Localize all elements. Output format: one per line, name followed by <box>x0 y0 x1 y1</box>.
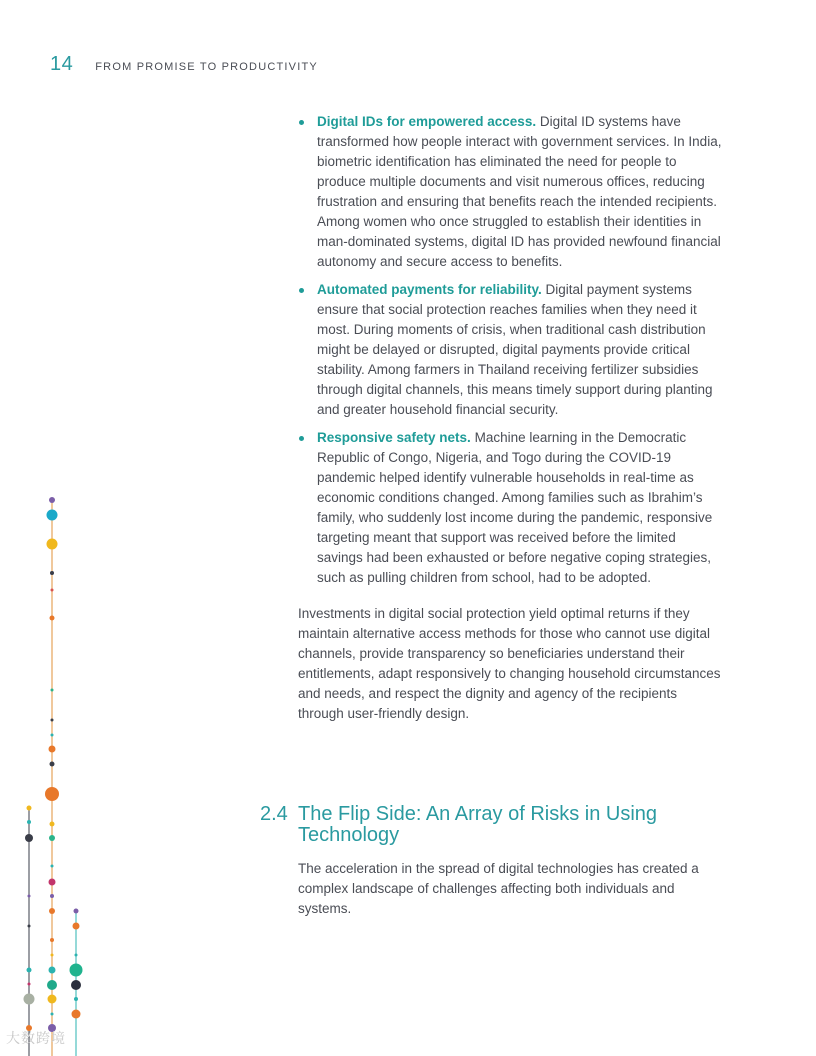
bullet-text: Machine learning in the Democratic Republic of Congo, Nigeria, and Togo during the COVID-19 pandemic helped identify vulnerable households in real-time as economic conditions changed. Among families such as Ibrahim’s family, who suddenly lost income during the pandemic, responsive targeting meant that support was received before the limited savings had been exhausted or before negative coping strategies, such as pulling children from school, had to be adopted. <box>317 430 713 585</box>
decorative-dot <box>49 746 56 753</box>
decorative-dot <box>50 938 54 942</box>
decorative-dot <box>27 820 31 824</box>
bullet-item-automated-payments <box>298 280 724 420</box>
section-title: The Flip Side: An Array of Risks in Using Technology <box>298 803 658 846</box>
decorative-dot <box>48 995 57 1004</box>
decorative-dot <box>49 879 56 886</box>
decorative-dot <box>49 908 55 914</box>
page-number: 14 <box>50 53 74 75</box>
decorative-dot <box>72 1010 81 1019</box>
decorative-dot <box>47 980 57 990</box>
decorative-dot <box>73 923 80 930</box>
decorative-dot <box>51 865 54 868</box>
main-content <box>298 112 724 724</box>
bullet-lead: Responsive safety nets. <box>317 430 471 445</box>
decorative-dot <box>47 539 58 550</box>
decorative-dot <box>74 909 79 914</box>
decorative-dot <box>51 719 54 722</box>
decorative-dot <box>47 510 58 521</box>
decorative-dot <box>51 954 54 957</box>
decorative-dot <box>74 997 78 1001</box>
decorative-dot <box>50 616 55 621</box>
running-title: FROM PROMISE TO PRODUCTIVITY <box>95 61 318 73</box>
bullet-item-digital-ids <box>298 112 724 272</box>
decorative-dot <box>28 983 31 986</box>
decorative-dot <box>50 571 54 575</box>
bullet-list <box>298 112 724 588</box>
watermark: 大数跨境 <box>6 1030 66 1046</box>
decorative-dot <box>50 894 54 898</box>
decorative-dot <box>51 589 54 592</box>
bullet-text: Digital ID systems have transformed how people interact with government services. In India, biometric identification has eliminated the need for people to produce multiple documents and visit numerous offices, reducing frustration and ensuring that benefits reach the intended recipients. Among women who once struggled to establish their identities in man-dominated systems, digital ID has provided newfound financial autonomy and secure access to benefits. <box>317 114 722 269</box>
bullet-lead: Automated payments for reliability. <box>317 282 542 297</box>
decorative-dot <box>49 835 55 841</box>
decorative-dot <box>24 994 35 1005</box>
decorative-dot <box>50 822 55 827</box>
section-number: 2.4 <box>260 803 288 825</box>
decorative-dot <box>70 964 83 977</box>
decorative-dot <box>75 954 78 957</box>
decorative-dot <box>51 734 54 737</box>
bullet-text: Digital payment systems ensure that social protection reaches families when they need it most. During moments of crisis, when traditional cash distribution might be delayed or disrupted, digital payments provide critical stability. Among farmers in Thailand receiving fertilizer subsidies through digital channels, this means timely support during planting and greater household financial security. <box>317 282 713 417</box>
decorative-dot <box>27 968 32 973</box>
decorative-dot <box>45 787 59 801</box>
decorative-dot <box>25 834 33 842</box>
decorative-dot-lines <box>0 0 120 1056</box>
section-heading <box>260 804 720 846</box>
decorative-dot <box>28 925 31 928</box>
decorative-dot <box>27 806 32 811</box>
bullet-item-responsive-safety-nets <box>298 428 724 588</box>
decorative-dot <box>51 689 54 692</box>
decorative-dot <box>49 967 56 974</box>
decorative-dot <box>51 1013 54 1016</box>
section-body: The acceleration in the spread of digital technologies has created a complex landscape of challenges affecting both individuals and systems. <box>298 861 699 916</box>
body-paragraph: Investments in digital social protection yield optimal returns if they maintain alternative access methods for those who cannot use digital channels, provide transparency so beneficiaries understand their entitlements, adapt responsively to changing household circumstances and needs, and respect the dignity and agency of the recipients through user-friendly design. <box>298 606 721 721</box>
decorative-dot <box>28 895 31 898</box>
decorative-dot <box>50 762 55 767</box>
decorative-dot <box>49 497 55 503</box>
bullet-lead: Digital IDs for empowered access. <box>317 114 537 129</box>
decorative-dot <box>71 980 81 990</box>
